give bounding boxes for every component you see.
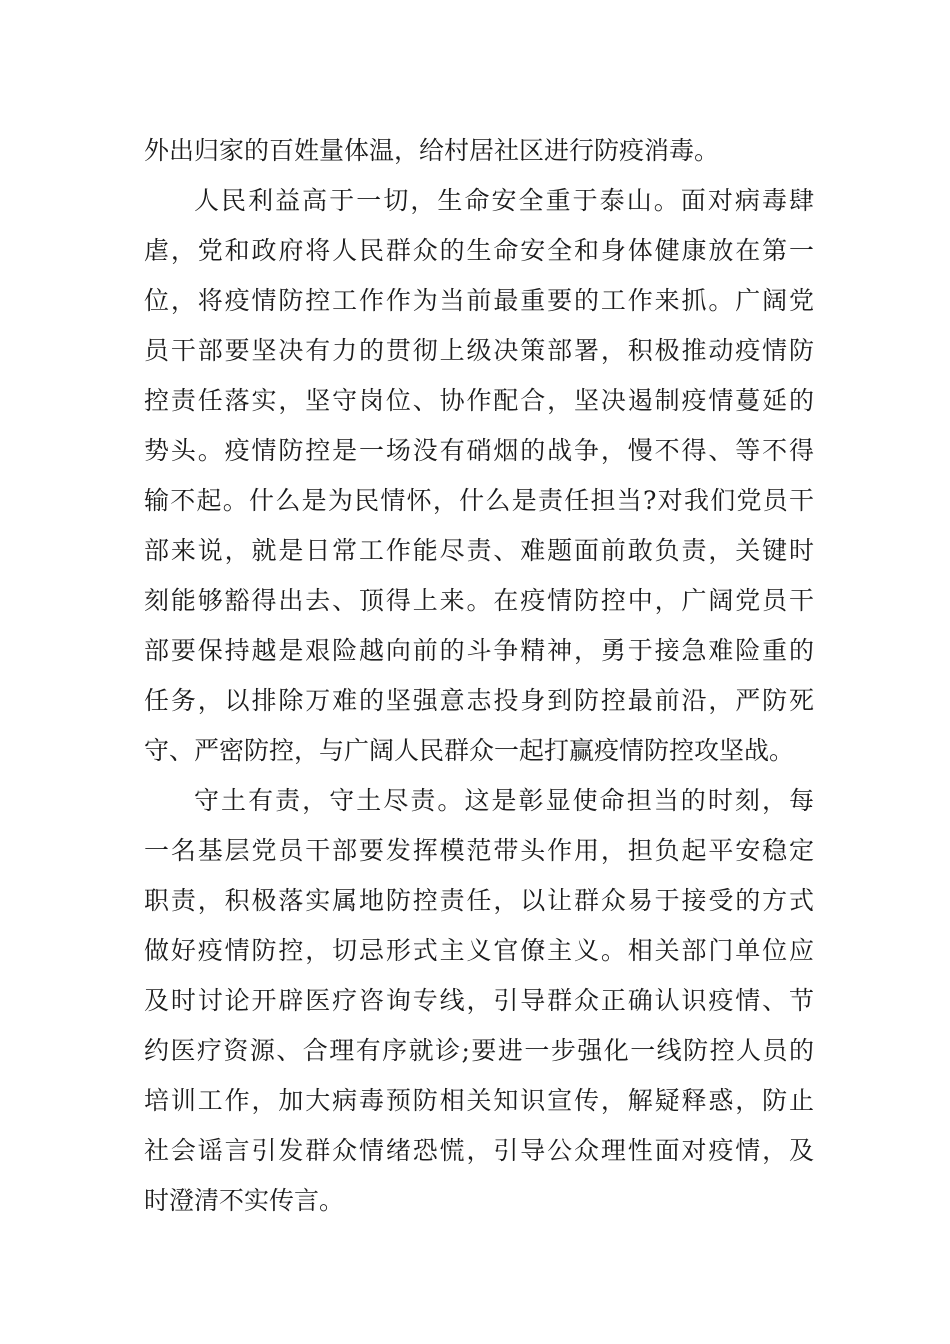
document-body <box>144 126 814 1226</box>
text-line: 社会谣言引发群众情绪恐慌，引导公众理性面对疫情，及 <box>144 1136 814 1165</box>
text-line: 输不起。什么是为民情怀，什么是责任担当?对我们党员干 <box>144 486 814 515</box>
text-line: 守土有责，守土尽责。这是彰显使命担当的时刻，每 <box>194 786 814 815</box>
text-line: 部要保持越是艰险越向前的斗争精神，勇于接急难险重的 <box>144 636 814 665</box>
text-line: 员干部要坚决有力的贯彻上级决策部署，积极推动疫情防 <box>144 336 814 365</box>
text-line: 势头。疫情防控是一场没有硝烟的战争，慢不得、等不得 <box>144 436 814 465</box>
text-line: 控责任落实，坚守岗位、协作配合，坚决遏制疫情蔓延的 <box>144 386 814 415</box>
text-line: 任务，以排除万难的坚强意志投身到防控最前沿，严防死 <box>144 686 814 715</box>
text-line: 人民利益高于一切，生命安全重于泰山。面对病毒肆 <box>194 186 814 215</box>
text-line: 时澄清不实传言。 <box>144 1186 345 1215</box>
text-line: 一名基层党员干部要发挥模范带头作用，担负起平安稳定 <box>144 836 814 865</box>
text-line: 位，将疫情防控工作作为当前最重要的工作来抓。广阔党 <box>144 286 814 315</box>
text-line: 部来说，就是日常工作能尽责、难题面前敢负责，关键时 <box>144 536 814 565</box>
text-line: 职责，积极落实属地防控责任，以让群众易于接受的方式 <box>144 886 814 915</box>
text-line: 做好疫情防控，切忌形式主义官僚主义。相关部门单位应 <box>144 936 814 965</box>
text-line: 约医疗资源、合理有序就诊;要进一步强化一线防控人员的 <box>144 1036 814 1065</box>
text-line: 刻能够豁得出去、顶得上来。在疫情防控中，广阔党员干 <box>144 586 814 615</box>
text-line: 外出归家的百姓量体温，给村居社区进行防疫消毒。 <box>144 136 720 165</box>
text-line: 培训工作，加大病毒预防相关知识宣传，解疑释惑，防止 <box>144 1086 814 1115</box>
text-line: 守、严密防控，与广阔人民群众一起打赢疫情防控攻坚战。 <box>144 736 795 765</box>
text-line: 虐，党和政府将人民群众的生命安全和身体健康放在第一 <box>144 236 814 265</box>
text-line: 及时讨论开辟医疗咨询专线，引导群众正确认识疫情、节 <box>144 986 814 1015</box>
